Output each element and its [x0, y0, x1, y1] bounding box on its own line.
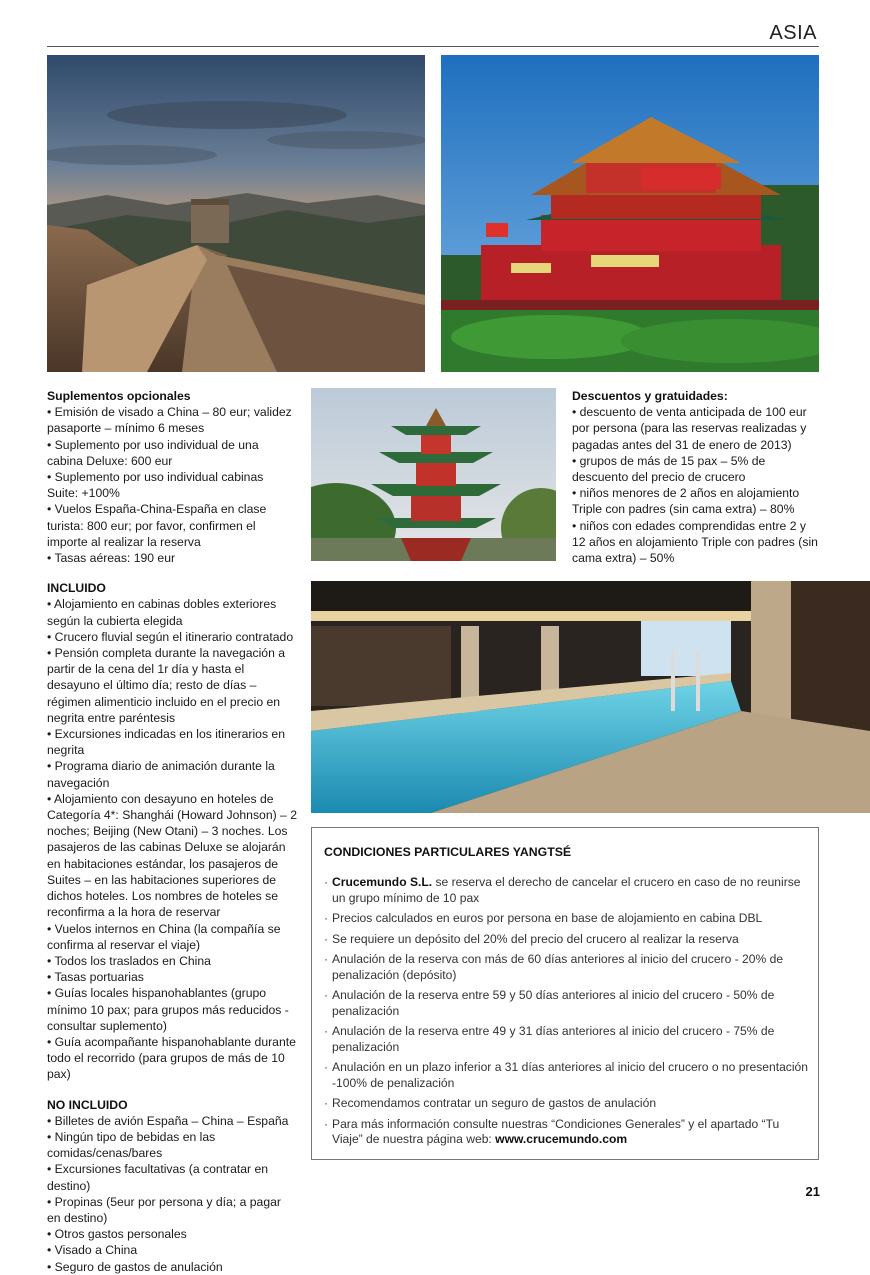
list-item: • Vuelos España-China-España en clase turista: 800 eur; por favor, confirmen el importe al realizar la reserva [47, 501, 297, 550]
suplementos-heading: Suplementos opcionales [47, 389, 191, 403]
condiciones-box [311, 827, 819, 1160]
list-item: • grupos de más de 15 pax – 5% de descuento del precio de crucero [572, 453, 819, 485]
list-item: • niños menores de 2 años en alojamiento Triple con padres (sin cama extra) – 80% [572, 485, 819, 517]
tiananmen-photo [441, 55, 819, 372]
pagoda-photo [311, 388, 556, 561]
website-link[interactable]: www.crucemundo.com [495, 1132, 628, 1146]
list-item: • Pensión completa durante la navegación a partir de la cena del 1r día y hasta el desayuno el último día; resto de días – régimen alimenticio incluido en el precio en negrita entre paréntesis [47, 645, 297, 726]
list-item: • niños con edades comprendidas entre 2 y 12 años en alojamiento Triple con padres (sin cama extra) – 50% [572, 518, 819, 567]
list-item: • Emisión de visado a China – 80 eur; validez pasaporte – mínimo 6 meses [47, 404, 297, 436]
list-item: • Guías locales hispanohablantes (grupo mínimo 10 pax; para grupos más reducidos - consultar suplemento) [47, 985, 297, 1034]
list-item [324, 875, 808, 906]
incluido-list [47, 596, 297, 1082]
list-item: · Se requiere un depósito del 20% del precio del crucero al realizar la reserva [324, 932, 808, 948]
no-incluido-list [47, 1113, 297, 1275]
list-item: • Excursiones indicadas en los itinerarios en negrita [47, 726, 297, 758]
list-item: • Visado a China [47, 1242, 297, 1258]
list-item: · Anulación de la reserva entre 49 y 31 días anteriores al inicio del crucero - 75% de penalización [324, 1024, 808, 1055]
descuentos-heading: Descuentos y gratuidades: [572, 389, 728, 403]
list-item: · Anulación de la reserva entre 59 y 50 días anteriores al inicio del crucero - 50% de penalización [324, 988, 808, 1019]
list-item: • Suplemento por uso individual de una cabina Deluxe: 600 eur [47, 437, 297, 469]
page-number: 21 [805, 1184, 820, 1199]
incluido-heading: INCLUIDO [47, 581, 106, 596]
list-item: • Programa diario de animación durante la navegación [47, 758, 297, 790]
left-column [47, 388, 297, 1275]
great-wall-photo [47, 55, 425, 372]
list-item: • Excursiones facultativas (a contratar en destino) [47, 1161, 297, 1193]
list-item-text: Para más información consulte nuestras “Condiciones Generales” y el apartado “Tu Viaje” de nuestra página web: [332, 1116, 780, 1146]
pool-photo [311, 581, 870, 813]
section-label: ASIA [769, 22, 817, 44]
list-item: · Recomendamos contratar un seguro de gastos de anulación [324, 1096, 808, 1112]
list-item: • Guía acompañante hispanohablante durante todo el recorrido (para grupos de más de 10 pax) [47, 1034, 297, 1083]
list-item: • Propinas (5eur por persona y día; a pagar en destino) [47, 1194, 297, 1226]
list-item: • Tasas aéreas: 190 eur [47, 550, 297, 566]
list-item: • Ningún tipo de bebidas en las comidas/cenas/bares [47, 1129, 297, 1161]
list-item: • Todos los traslados en China [47, 953, 297, 969]
list-item: • Vuelos internos en China (la compañía se confirma al reservar el viaje) [47, 921, 297, 953]
list-item: • Alojamiento en cabinas dobles exteriores según la cubierta elegida [47, 596, 297, 628]
list-item: · Precios calculados en euros por persona en base de alojamiento en cabina DBL [324, 911, 808, 927]
list-item: • Otros gastos personales [47, 1226, 297, 1242]
list-item [324, 1117, 808, 1148]
list-item: · Anulación de la reserva con más de 60 días anteriores al inicio del crucero - 20% de penalización (depósito) [324, 952, 808, 983]
list-item: • Alojamiento con desayuno en hoteles de Categoría 4*: Shanghái (Howard Johnson) – 2 noches; Beijing (New Otani) – 3 noches. Los pasajeros de las cabinas Deluxe se alojarán en habitaciones estándar, los pasajeros de Suites – en las habitaciones superiores de dichos hoteles. Los nombres de hoteles se reconfirma a la hora de reservar [47, 791, 297, 921]
list-item: • Tasas portuarias [47, 969, 297, 985]
list-item: • Seguro de gastos de anulación [47, 1259, 297, 1275]
list-item-text: se reserva el derecho de cancelar el crucero en caso de no reunirse un grupo mínimo de 10 pax [332, 875, 801, 905]
descuentos-list [572, 404, 819, 566]
descuentos-column [572, 388, 819, 566]
company-name: Crucemundo S.L. [332, 875, 433, 889]
list-item: • Suplemento por uso individual cabinas Suite: +100% [47, 469, 297, 501]
list-item: · Anulación en un plazo inferior a 31 días anteriores al inicio del crucero o no presentación -100% de penalización [324, 1060, 808, 1091]
header-rule [47, 46, 819, 47]
suplementos-list [47, 404, 297, 566]
list-item: • Billetes de avión España – China – España [47, 1113, 297, 1129]
list-item: • Crucero fluvial según el itinerario contratado [47, 629, 297, 645]
condiciones-title: CONDICIONES PARTICULARES YANGTSÉ [324, 845, 572, 859]
condiciones-list [324, 875, 808, 1153]
list-item: • descuento de venta anticipada de 100 eur por persona (para las reservas realizadas y pagadas antes del 31 de enero de 2013) [572, 404, 819, 453]
no-incluido-heading: NO INCLUIDO [47, 1097, 128, 1112]
